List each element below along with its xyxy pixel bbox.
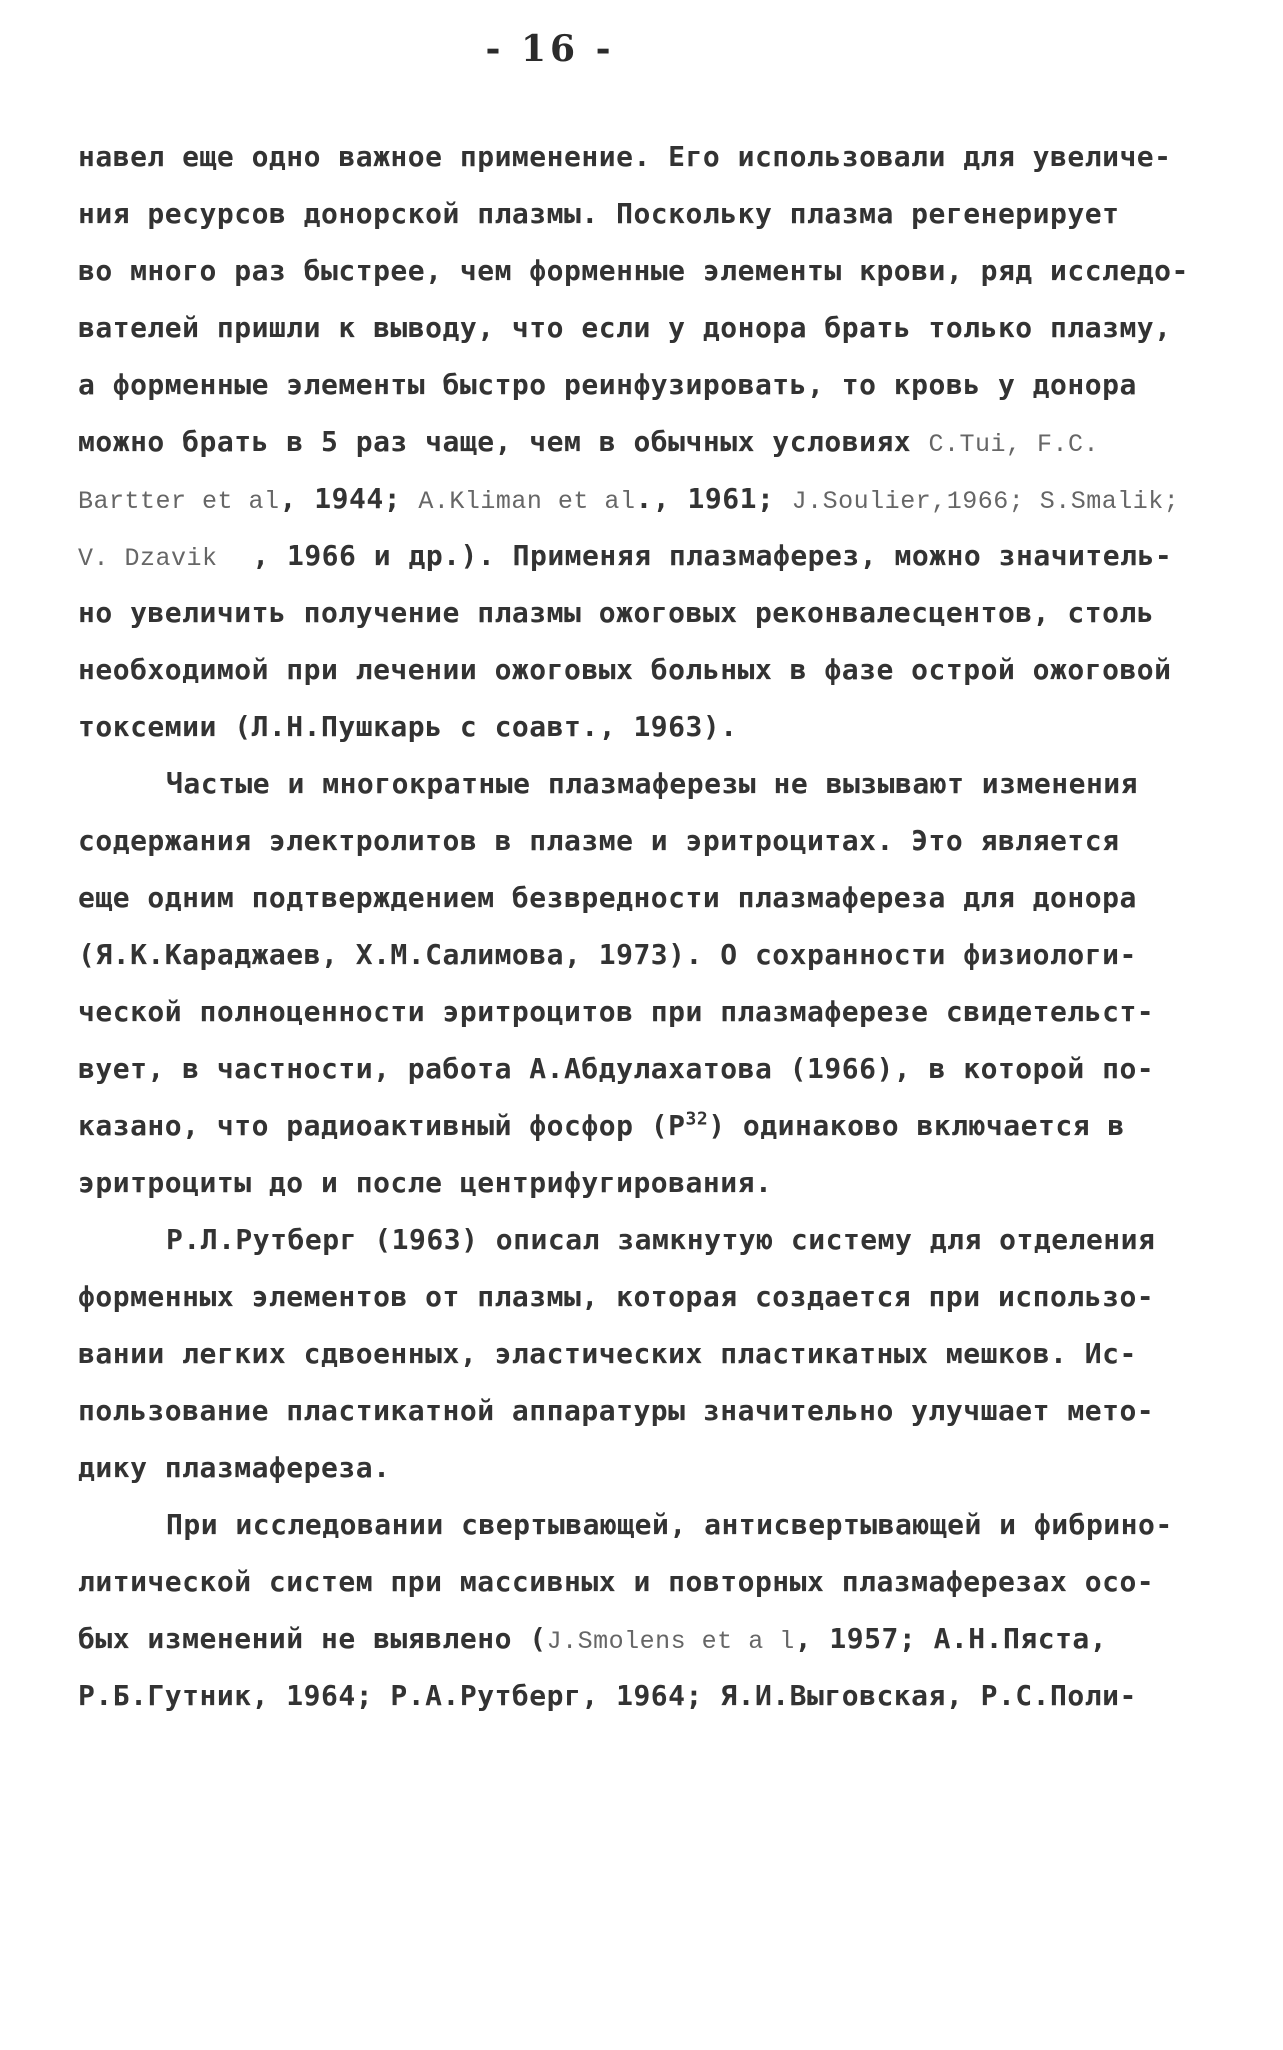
text-line [78, 983, 1198, 1040]
text-line [78, 1097, 1198, 1154]
body-text [78, 128, 1198, 1724]
line-text: ., 1961; [635, 482, 792, 515]
line-text: содержания электролитов в плазме и эритроцитах. Это является [78, 824, 1120, 857]
line-text: можно брать в 5 раз чаще, чем в обычных условиях [78, 425, 929, 458]
text-line [78, 698, 1198, 755]
line-text: пользование пластикатной аппаратуры значительно улучшает мето- [78, 1394, 1155, 1427]
line-text: (Я.К.Караджаев, Х.М.Салимова, 1973). О сохранности физиологи- [78, 938, 1137, 971]
line-text: форменных элементов от плазмы, которая создается при использо- [78, 1280, 1155, 1313]
text-line [78, 1496, 1198, 1553]
text-line [78, 1610, 1198, 1667]
text-line [78, 185, 1198, 242]
citation-latin: V. Dzavik [78, 544, 218, 573]
text-line [78, 1382, 1198, 1439]
line-text: еще одним подтверждением безвредности плазмафереза для донора [78, 881, 1137, 914]
text-line [78, 470, 1198, 527]
line-text: ческой полноценности эритроцитов при плазмаферезе свидетельст- [78, 995, 1155, 1028]
line-text: Р.Б.Гутник, 1964; Р.А.Рутберг, 1964; Я.И.Выговская, Р.С.Поли- [78, 1679, 1137, 1712]
line-text: литической систем при массивных и повторных плазмаферезах осо- [78, 1565, 1155, 1598]
line-text: бых изменений не выявлено ( [78, 1622, 547, 1655]
text-line [78, 413, 1198, 470]
text-line [78, 926, 1198, 983]
text-line [78, 641, 1198, 698]
citation-latin: A.Kliman et al [418, 487, 636, 516]
citation-latin: J.Soulier [791, 487, 932, 516]
line-text: эритроциты до и после центрифугирования. [78, 1166, 773, 1199]
line-text: а форменные элементы быстро реинфузировать, то кровь у донора [78, 368, 1137, 401]
line-text: необходимой при лечении ожоговых больных в фазе острой ожоговой [78, 653, 1172, 686]
text-line [78, 1439, 1198, 1496]
line-text: но увеличить получение плазмы ожоговых реконвалесцентов, столь [78, 596, 1155, 629]
citation-latin: J.Smolens et a l [546, 1627, 795, 1656]
line-text: казано, что радиоактивный фосфор (P [78, 1109, 686, 1142]
line-text: навел еще одно важное применение. Его использовали для увеличе- [78, 140, 1172, 173]
text-line [78, 584, 1198, 641]
page-number: - 16 - [485, 28, 615, 70]
line-text: , 1944; [279, 482, 419, 515]
text-line [78, 128, 1198, 185]
text-line [78, 1040, 1198, 1097]
citation-latin: Bartter et al [78, 487, 280, 516]
superscript: 32 [685, 1108, 709, 1130]
line-text: , 1966 и др.). Применяя плазмаферез, можно значитель- [217, 539, 1173, 572]
text-line [78, 755, 1198, 812]
line-text: ния ресурсов донорской плазмы. Поскольку плазма регенерирует [78, 197, 1120, 230]
line-text: вателей пришли к выводу, что если у донора брать только плазму, [78, 311, 1172, 344]
line-text: Частые и многократные плазмаферезы не вызывают изменения [166, 767, 1139, 800]
text-line [78, 1154, 1198, 1211]
text-line [78, 812, 1198, 869]
citation-latin: C.Tui, F.C. [928, 430, 1100, 459]
text-line [78, 1325, 1198, 1382]
text-line [78, 869, 1198, 926]
text-line [78, 1667, 1198, 1724]
line-text: При исследовании свертывающей, антисвертывающей и фибрино- [166, 1508, 1173, 1541]
text-line [78, 527, 1198, 584]
line-text: ) одинаково включается в [708, 1109, 1125, 1142]
line-text: Р.Л.Рутберг (1963) описал замкнутую систему для отделения [166, 1223, 1156, 1256]
text-line [78, 242, 1198, 299]
line-text: вует, в частности, работа А.Абдулахатова (1966), в которой по- [78, 1052, 1155, 1085]
line-text: во много раз быстрее, чем форменные элементы крови, ряд исследо- [78, 254, 1189, 287]
citation-latin: S.Smalik; [1039, 487, 1180, 516]
line-text: токсемии (Л.Н.Пушкарь с соавт., 1963). [78, 710, 738, 743]
line-text: вании легких сдвоенных, эластических пластикатных мешков. Ис- [78, 1337, 1137, 1370]
text-line [78, 1553, 1198, 1610]
line-text: , 1957; А.Н.Пяста, [794, 1622, 1108, 1655]
line-text: дику плазмафереза. [78, 1451, 391, 1484]
text-line [78, 299, 1198, 356]
text-line [78, 356, 1198, 413]
citation-latin: ,1966; [931, 487, 1040, 516]
text-line [78, 1268, 1198, 1325]
text-line [78, 1211, 1198, 1268]
